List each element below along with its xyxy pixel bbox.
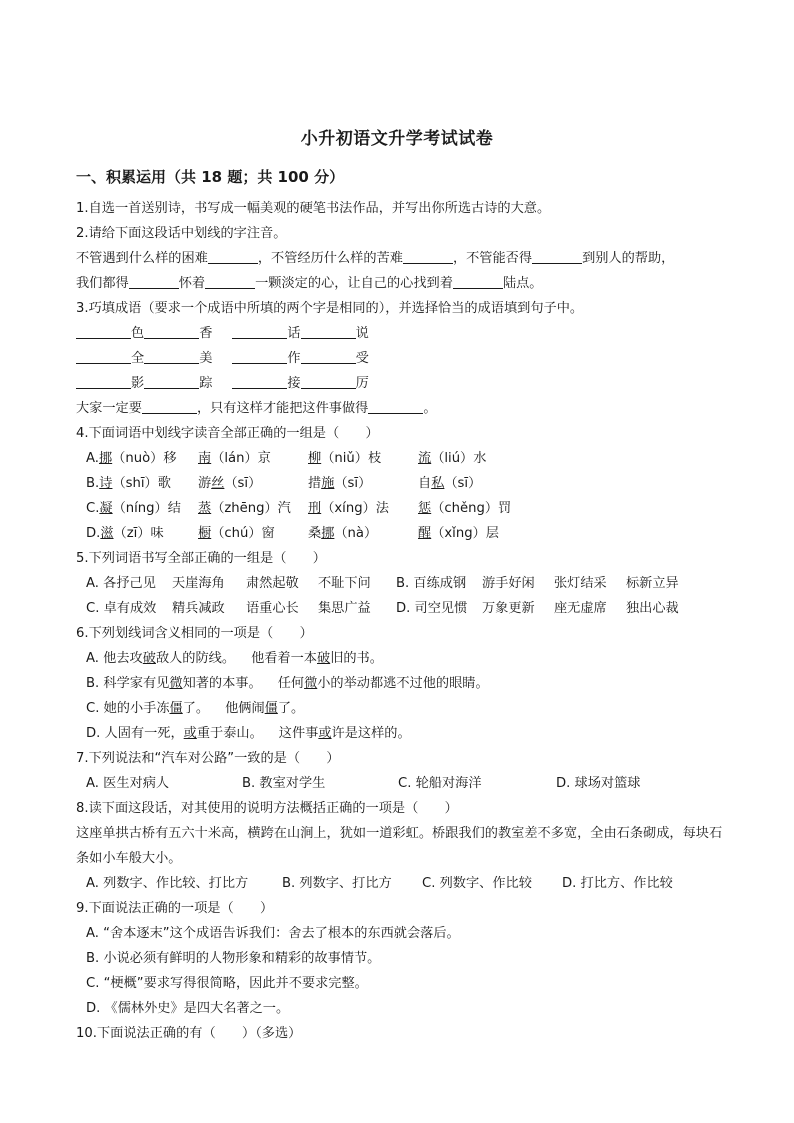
option-c: C. 轮船对海洋 [398, 776, 482, 791]
idiom-row: 全 美 作 受 [76, 346, 724, 371]
question-4-stem: 4.下面词语中划线字读音全部正确的一组是（ ） [76, 426, 379, 441]
option-a: A. 列数字、作比较、打比方 [86, 876, 249, 891]
answer-blank[interactable] [232, 348, 287, 364]
option-d: D. 球场对篮球 [556, 776, 641, 791]
answer-blank[interactable] [76, 348, 131, 364]
option-row-cd[interactable]: C. 卓有成效 精兵减政 语重心长 集思广益 D. 司空见惯 万象更新 座无虚席 独出心裁 [86, 601, 679, 616]
page-title: 小升初语文升学考试试卷 [300, 129, 494, 149]
option-b[interactable]: B.诗（shī）歌 游丝（sī） 措施（sī） 自私（sī） [86, 476, 482, 491]
answer-blank[interactable] [301, 348, 356, 364]
option-b: B. 教室对学生 [242, 776, 326, 791]
option-c: C. 列数字、作比较 [422, 876, 532, 891]
answer-blank[interactable] [232, 323, 287, 339]
question-2-line-2: 我们都得 怀着 一颗淡定的心，让自己的心找到着 陆点。 [76, 271, 724, 296]
question-8-passage: 这座单拱古桥有五六十米高，横跨在山涧上，犹如一道彩虹。桥跟我们的教室差不多宽，全由石条砌成，每块石条如小车般大小。 [76, 826, 723, 866]
option-c[interactable]: C. 她的小手冻僵了。 他俩闹僵了。 [86, 701, 305, 716]
option-d: D. 打比方、作比较 [562, 876, 673, 891]
idiom-row: 色 香 话 说 [76, 321, 724, 346]
option-a: A. 医生对病人 [86, 776, 170, 791]
option-c[interactable]: C. “梗概”要求写得很简略，因此并不要求完整。 [86, 976, 368, 991]
answer-blank[interactable] [301, 373, 356, 389]
option-d[interactable]: D. 人固有一死，或重于泰山。 这件事或许是这样的。 [86, 726, 411, 741]
question-6-stem: 6.下列划线词含义相同的一项是（ ） [76, 626, 313, 641]
question-2-line-1: 不管遇到什么样的困难 ，不管经历什么样的苦难 ，不管能否得 到别人的帮助， [76, 246, 724, 271]
option-b[interactable]: B. 科学家有见微知著的本事。 任何微小的举动都逃不过他的眼睛。 [86, 676, 489, 691]
answer-blank[interactable] [129, 273, 179, 289]
answer-blank[interactable] [76, 323, 131, 339]
question-2-stem: 2.请给下面这段话中划线的字注音。 [76, 226, 287, 241]
answer-blank[interactable] [232, 373, 287, 389]
options-row[interactable] [76, 771, 724, 796]
idiom-row: 影 踪 接 厉 [76, 371, 724, 396]
answer-blank[interactable] [144, 323, 199, 339]
answer-blank[interactable] [144, 348, 199, 364]
option-b[interactable]: B. 小说必须有鲜明的人物形象和精彩的故事情节。 [86, 951, 381, 966]
answer-blank[interactable] [142, 398, 197, 414]
answer-blank[interactable] [208, 248, 258, 264]
answer-blank[interactable] [532, 248, 582, 264]
question-10-stem: 10.下面说法正确的有（ ）（多选） [76, 1026, 302, 1041]
option-c[interactable]: C.凝（níng）结 蒸（zhēng）汽 刑（xíng）法 惩（chěng）罚 [86, 501, 512, 516]
option-d[interactable]: D.滋（zī）味 橱（chú）窗 桑挪（nà） 醒（xǐng）层 [86, 526, 499, 541]
question-5-stem: 5.下列词语书写全部正确的一组是（ ） [76, 551, 326, 566]
section-heading: 一、积累运用（共 18 题；共 100 分） [76, 168, 345, 186]
options-row[interactable] [76, 871, 724, 896]
option-a[interactable]: A. 他去攻破敌人的防线。 他看着一本破旧的书。 [86, 651, 383, 666]
answer-blank[interactable] [453, 273, 503, 289]
option-a[interactable]: A. “舍本逐末”这个成语告诉我们：舍去了根本的东西就会落后。 [86, 926, 460, 941]
question-3-stem: 3.巧填成语（要求一个成语中所填的两个字是相同的），并选择恰当的成语填到句子中。 [76, 301, 584, 316]
option-row-ab[interactable]: A. 各抒己见 天崖海角 肃然起敬 不耻下问 B. 百练成钢 游手好闲 张灯结采 标新立异 [86, 576, 679, 591]
option-b: B. 列数字、打比方 [282, 876, 392, 891]
question-3-sentence: 大家一定要 ，只有这样才能把这件事做得 。 [76, 396, 724, 421]
answer-blank[interactable] [403, 248, 453, 264]
answer-blank[interactable] [368, 398, 423, 414]
question-list [76, 196, 724, 1046]
option-a[interactable]: A.挪（nuò）移 南（lán）京 柳（niǔ）枝 流（liú）水 [86, 451, 487, 466]
answer-blank[interactable] [301, 323, 356, 339]
question-8-stem: 8.读下面这段话，对其使用的说明方法概括正确的一项是（ ） [76, 801, 458, 816]
question-1: 1.自选一首送别诗，书写成一幅美观的硬笔书法作品，并写出你所选古诗的大意。 [76, 201, 551, 216]
question-9-stem: 9.下面说法正确的一项是（ ） [76, 901, 274, 916]
option-d[interactable]: D. 《儒林外史》是四大名著之一。 [86, 1001, 290, 1016]
question-7-stem: 7.下列说法和“汽车对公路”一致的是（ ） [76, 751, 340, 766]
answer-blank[interactable] [76, 373, 131, 389]
answer-blank[interactable] [144, 373, 199, 389]
answer-blank[interactable] [205, 273, 255, 289]
